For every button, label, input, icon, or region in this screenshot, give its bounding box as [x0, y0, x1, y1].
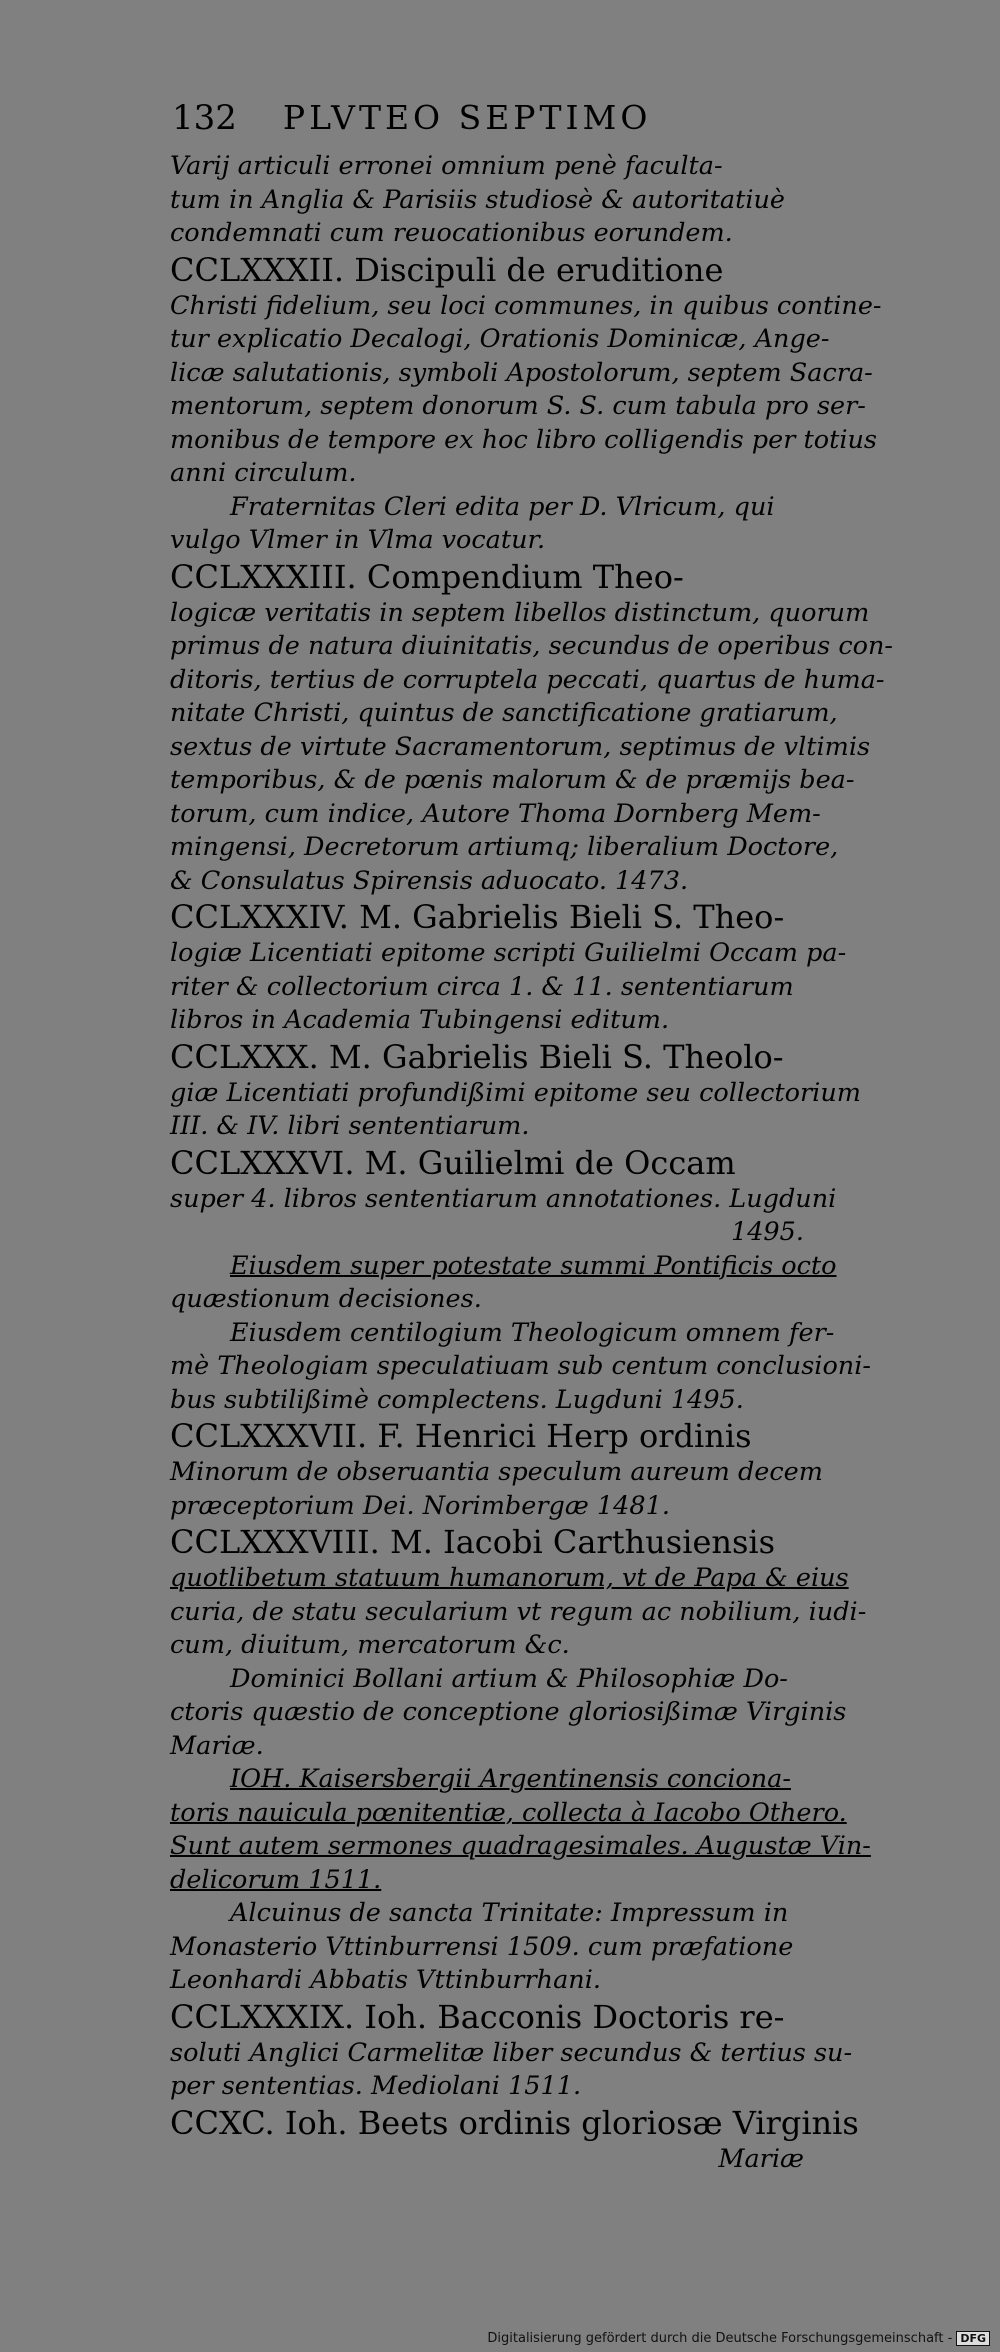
entry-heading: CCLXXXIII. Compendium Theo-: [170, 557, 684, 596]
text-line: curia, de statu secularium vt regum ac nobilium, iudi-: [170, 1596, 867, 1627]
text-line: mè Theologiam speculatiuam sub centum conclusioni-: [170, 1351, 872, 1381]
entry-heading: CCLXXXIX. Ioh. Bacconis Doctoris re-: [170, 1997, 785, 2036]
text-line: primus de natura diuinitatis, secundus de operibus con-: [170, 631, 894, 661]
text-line: & Consulatus Spirensis aduocato. 1473.: [170, 865, 689, 896]
dfg-logo: DFG: [956, 2331, 990, 2346]
text-line: Alcuinus de sancta Trinitate: Impressum in: [230, 1898, 789, 1928]
text-line: IOH. Kaisersbergii Argentinensis conciona-: [230, 1764, 791, 1794]
text-line: III. & IV. libri sententiarum.: [170, 1111, 530, 1141]
text-line: per sententias. Mediolani 1511.: [170, 2071, 582, 2101]
entry-heading: CCLXXXVI. M. Guilielmi de Occam: [170, 1143, 736, 1182]
text-line: Fraternitas Cleri edita per D. Vlricum, qui: [230, 491, 775, 522]
text-line: giæ Licentiati profundißimi epitome seu collectorium: [170, 1077, 861, 1108]
text-line: quotlibetum statuum humanorum, vt de Papa & eius: [170, 1563, 849, 1593]
text-line: tur explicatio Decalogi, Orationis Dominicæ, Ange-: [170, 324, 830, 354]
text-line: cum, diuitum, mercatorum &c.: [170, 1630, 570, 1660]
digitization-credit: [487, 2331, 990, 2346]
text-line: soluti Anglici Carmelitæ liber secundus & tertius su-: [170, 2037, 853, 2068]
text-line: Mariæ.: [170, 1730, 264, 1761]
text-line: anni circulum.: [170, 458, 357, 488]
text-line: super 4. libros sententiarum annotationes. Lugduni: [170, 1183, 837, 1214]
text-line: Eiusdem super potestate summi Pontificis octo: [230, 1250, 837, 1281]
text-line: condemnati cum reuocationibus eorundem.: [170, 218, 733, 248]
text-line: nitate Christi, quintus de sanctificatione gratiarum,: [170, 698, 838, 728]
catalog-text: [170, 150, 894, 2176]
text-line: mingensi, Decretorum artiumq; liberalium Doctore,: [170, 832, 839, 862]
text-line: sextus de virtute Sacramentorum, septimus de vltimis: [170, 731, 871, 762]
entry-heading: CCLXXXVII. F. Henrici Herp ordinis: [170, 1417, 752, 1455]
text-line: tum in Anglia & Parisiis studiosè & autoritatiuè: [170, 184, 785, 215]
text-line: 1495.: [730, 1217, 804, 1247]
text-line: riter & collectorium circa 1. & 11. sententiarum: [170, 971, 794, 1002]
entry-heading: CCLXXXIV. M. Gabrielis Bieli S. Theo-: [170, 898, 785, 936]
text-line: toris nauicula pœnitentiæ, collecta à Iacobo Othero.: [170, 1797, 847, 1828]
text-line: bus subtilißimè complectens. Lugduni 1495.: [170, 1384, 744, 1415]
text-line: Varij articuli erronei omnium penè faculta-: [170, 151, 723, 181]
entry-heading: CCXC. Ioh. Beets ordinis gloriosæ Virginis: [170, 2103, 859, 2142]
text-line: vulgo Vlmer in Vlma vocatur.: [170, 525, 546, 555]
text-line: Monasterio Vttinburrensi 1509. cum præfatione: [170, 1931, 794, 1962]
entry-heading: CCLXXX. M. Gabrielis Bieli S. Theolo-: [170, 1037, 784, 1076]
text-line: Dominici Bollani artium & Philosophiæ Do-: [230, 1663, 788, 1694]
text-line: Minorum de obseruantia speculum aureum decem: [170, 1457, 823, 1487]
text-line: ditoris, tertius de corruptela peccati, quartus de huma-: [170, 664, 885, 695]
entry-heading: CCLXXXVIII. M. Iacobi Carthusiensis: [170, 1523, 776, 1561]
text-line: mentorum, septem donorum S. S. cum tabula pro ser-: [170, 391, 866, 421]
text-line: Eiusdem centilogium Theologicum omnem fer-: [230, 1317, 835, 1348]
text-line: Sunt autem sermones quadragesimales. Augustæ Vin-: [170, 1831, 871, 1861]
text-line: temporibus, & de pœnis malorum & de præmijs bea-: [170, 765, 855, 795]
text-line: logiæ Licentiati epitome scripti Guilielmi Occam pa-: [170, 938, 847, 968]
text-line: ctoris quæstio de conceptione gloriosißimæ Virginis: [170, 1697, 847, 1727]
text-line: delicorum 1511.: [170, 1864, 382, 1895]
text-line: quæstionum decisiones.: [170, 1284, 482, 1314]
page-number: 132: [172, 98, 237, 138]
entry-heading: CCLXXXII. Discipuli de eruditione: [170, 250, 724, 289]
text-line: monibus de tempore ex hoc libro colligendis per totius: [170, 424, 878, 455]
text-line: Leonhardi Abbatis Vttinburrhani.: [170, 1965, 601, 1995]
text-line: licæ salutationis, symboli Apostolorum, septem Sacra-: [170, 357, 873, 388]
running-title: PLVTEO SEPTIMO: [282, 98, 652, 137]
text-line: Mariæ: [718, 2143, 804, 2174]
text-line: torum, cum indice, Autore Thoma Dornberg Mem-: [170, 798, 821, 829]
text-line: præceptorium Dei. Norimbergæ 1481.: [170, 1490, 670, 1521]
credit-text: Digitalisierung gefördert durch die Deutsche Forschungsgemeinschaft -: [487, 2331, 953, 2346]
text-line: Christi fidelium, seu loci communes, in quibus contine-: [170, 290, 882, 321]
page-header: [172, 98, 832, 138]
text-line: logicæ veritatis in septem libellos distinctum, quorum: [170, 597, 870, 628]
text-line: libros in Academia Tubingensi editum.: [170, 1005, 670, 1035]
